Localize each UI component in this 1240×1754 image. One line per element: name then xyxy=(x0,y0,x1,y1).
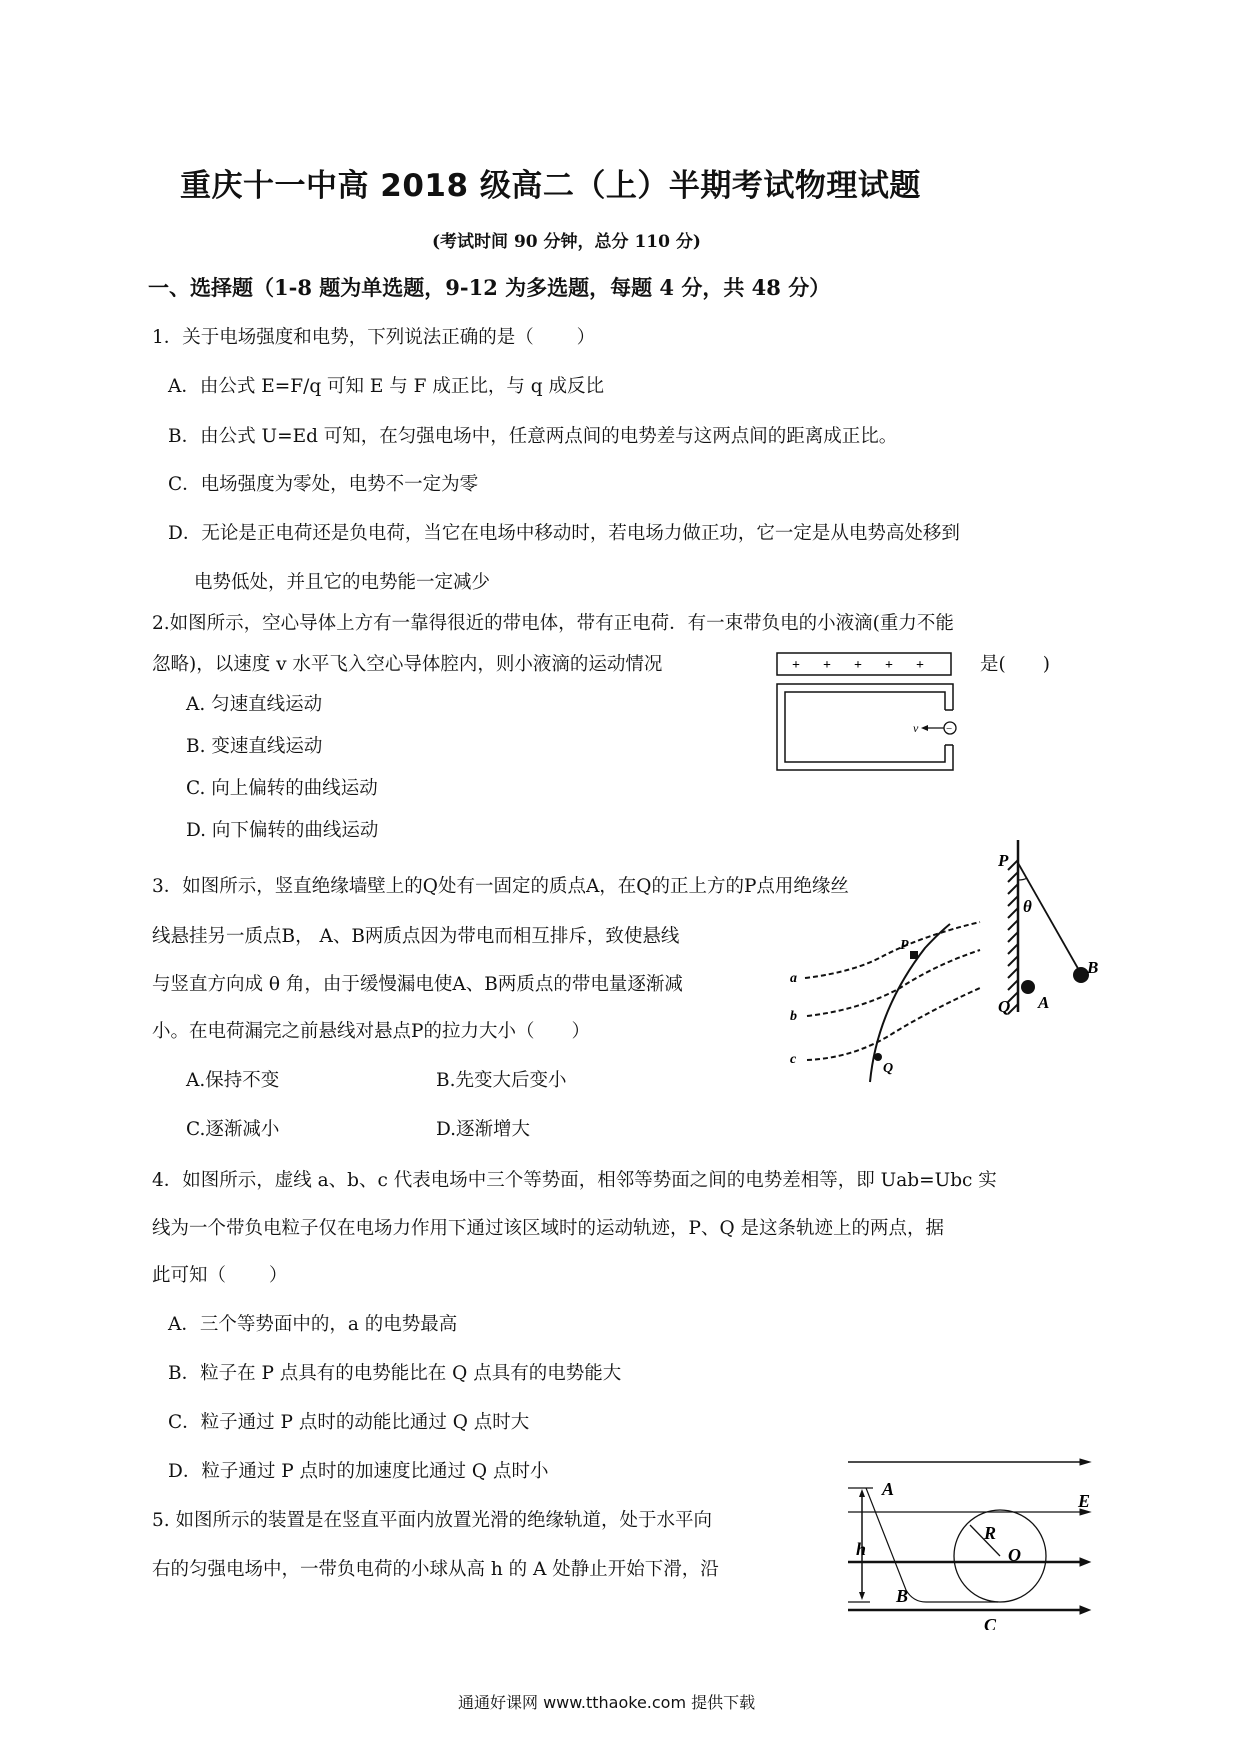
pendulum-wall-figure xyxy=(990,830,1110,1020)
point-q xyxy=(874,1053,882,1061)
equipotential-a xyxy=(805,922,980,978)
svg-text:C: C xyxy=(984,1615,997,1630)
svg-text:E: E xyxy=(1078,1491,1091,1511)
wall-hatching xyxy=(1008,860,1018,1014)
exam-subtitle: (考试时间 90 分钟，总分 110 分) xyxy=(432,232,701,252)
question-1-option-b: B．由公式 U=Ed 可知，在匀强电场中，任意两点间的电势差与这两点间的距离成正比。 xyxy=(168,426,898,447)
svg-text:b: b xyxy=(790,1009,797,1024)
svg-text:A: A xyxy=(1038,993,1050,1012)
particle-trajectory xyxy=(870,924,950,1082)
svg-text:a: a xyxy=(790,971,797,986)
question-3-option-c: C.逐渐减小 xyxy=(186,1119,280,1140)
question-4-stem-line3: 此可知（ ） xyxy=(152,1265,288,1286)
question-3-stem-line4: 小。在电荷漏完之前悬线对悬点P的拉力大小（ ） xyxy=(152,1021,590,1042)
arrowhead-icon xyxy=(859,1592,865,1600)
question-4-stem-line1: 4．如图所示，虚线 a、b、c 代表电场中三个等势面，相邻等势面之间的电势差相等，即 Uab=Ubc 实 xyxy=(152,1170,997,1191)
footer-watermark: 通通好课网 www.tthaoke.com 提供下载 xyxy=(458,1693,756,1712)
velocity-label: v xyxy=(913,721,919,735)
svg-text:R: R xyxy=(984,1523,997,1543)
section-heading: 一、选择题（1-8 题为单选题，9-12 为多选题，每题 4 分，共 48 分） xyxy=(148,275,831,300)
point-p xyxy=(910,951,918,959)
svg-text:θ: θ xyxy=(1023,897,1032,916)
svg-text:B: B xyxy=(896,1586,909,1606)
question-4-option-c: C．粒子通过 P 点时的动能比通过 Q 点时大 xyxy=(168,1412,530,1433)
svg-text:A: A xyxy=(882,1479,895,1499)
question-2-option-b: B. 变速直线运动 xyxy=(186,736,323,757)
plus-sign: + xyxy=(885,658,893,673)
svg-text:Q: Q xyxy=(883,1061,894,1076)
question-2-option-a: A. 匀速直线运动 xyxy=(186,694,323,715)
question-3-option-b: B.先变大后变小 xyxy=(436,1070,567,1091)
arrowhead-icon xyxy=(1080,1606,1090,1614)
loop-track-figure xyxy=(840,1445,1100,1630)
question-5-stem-line2: 右的匀强电场中，一带负电荷的小球从高 h 的 A 处静止开始下滑，沿 xyxy=(152,1559,719,1580)
arrowhead-icon xyxy=(1080,1459,1090,1465)
suspension-thread xyxy=(1018,863,1080,972)
plus-sign: + xyxy=(854,658,862,673)
plus-sign: + xyxy=(916,658,924,673)
equipotential-b xyxy=(807,950,980,1016)
question-3-stem-line2: 线悬挂另一质点B， A、B两质点因为带电而相互排斥，致使悬线 xyxy=(152,926,680,947)
plus-sign: + xyxy=(792,658,800,673)
plus-sign: + xyxy=(823,658,831,673)
question-2-option-c: C. 向上偏转的曲线运动 xyxy=(186,778,378,799)
svg-text:P: P xyxy=(998,851,1009,870)
question-3-option-a: A.保持不变 xyxy=(186,1070,280,1091)
question-3-option-d: D.逐渐增大 xyxy=(436,1119,531,1140)
question-5-stem-line1: 5. 如图所示的装置是在竖直平面内放置光滑的绝缘轨道，处于水平向 xyxy=(152,1510,713,1531)
svg-text:P: P xyxy=(900,938,909,953)
svg-text:Q: Q xyxy=(998,997,1011,1016)
question-1-option-d-continued: 电势低处，并且它的电势能一定减少 xyxy=(194,572,491,593)
question-4-option-d: D．粒子通过 P 点时的加速度比通过 Q 点时小 xyxy=(168,1461,549,1482)
question-4-stem-line2: 线为一个带负电粒子仅在电场力作用下通过该区域时的运动轨迹，P、Q 是这条轨迹上的两点，据 xyxy=(152,1218,944,1239)
arrowhead-icon xyxy=(859,1489,865,1497)
question-2-stem-line1: 2.如图所示，空心导体上方有一靠得很近的带电体，带有正电荷．有一束带负电的小液滴(重力不能 xyxy=(152,613,954,634)
question-3-stem-line1: 3．如图所示，竖直绝缘墙壁上的Q处有一固定的质点A，在Q的正上方的P点用绝缘丝 xyxy=(152,876,849,897)
svg-text:O: O xyxy=(1008,1545,1021,1565)
question-2-option-d: D. 向下偏转的曲线运动 xyxy=(186,820,379,841)
svg-text:−: − xyxy=(946,723,953,735)
track xyxy=(866,1488,998,1602)
svg-text:c: c xyxy=(790,1052,797,1067)
question-4-option-b: B．粒子在 P 点具有的电势能比在 Q 点具有的电势能大 xyxy=(168,1363,622,1384)
question-4-option-a: A．三个等势面中的，a 的电势最高 xyxy=(168,1314,458,1335)
charged-plate xyxy=(777,653,951,675)
equipotential-figure xyxy=(785,920,985,1090)
hollow-conductor-figure xyxy=(775,650,960,775)
exam-title: 重庆十一中高 2018 级高二（上）半期考试物理试题 xyxy=(180,168,921,204)
arrowhead-icon xyxy=(1080,1558,1090,1566)
angle-arc xyxy=(1018,878,1027,880)
question-1-option-c: C．电场强度为零处，电势不一定为零 xyxy=(168,474,479,495)
question-1-stem: 1．关于电场强度和电势，下列说法正确的是（ ） xyxy=(152,327,596,348)
question-1-option-d: D．无论是正电荷还是负电荷，当它在电场中移动时，若电场力做正功，它一定是从电势高处移到 xyxy=(168,523,960,544)
point-a xyxy=(1021,980,1035,994)
question-3-stem-line3: 与竖直方向成 θ 角，由于缓慢漏电使A、B两质点的带电量逐渐减 xyxy=(152,974,683,995)
svg-text:B: B xyxy=(1087,958,1099,977)
question-1-option-a: A．由公式 E=F/q 可知 E 与 F 成正比，与 q 成反比 xyxy=(168,376,605,397)
arrowhead-icon xyxy=(921,725,928,731)
question-2-stem-tail: 是( ) xyxy=(980,654,1050,675)
svg-text:h: h xyxy=(856,1539,867,1559)
conductor-inner-wall xyxy=(785,692,945,762)
question-2-stem-line2: 忽略)，以速度 v 水平飞入空心导体腔内，则小液滴的运动情况 xyxy=(152,654,663,675)
